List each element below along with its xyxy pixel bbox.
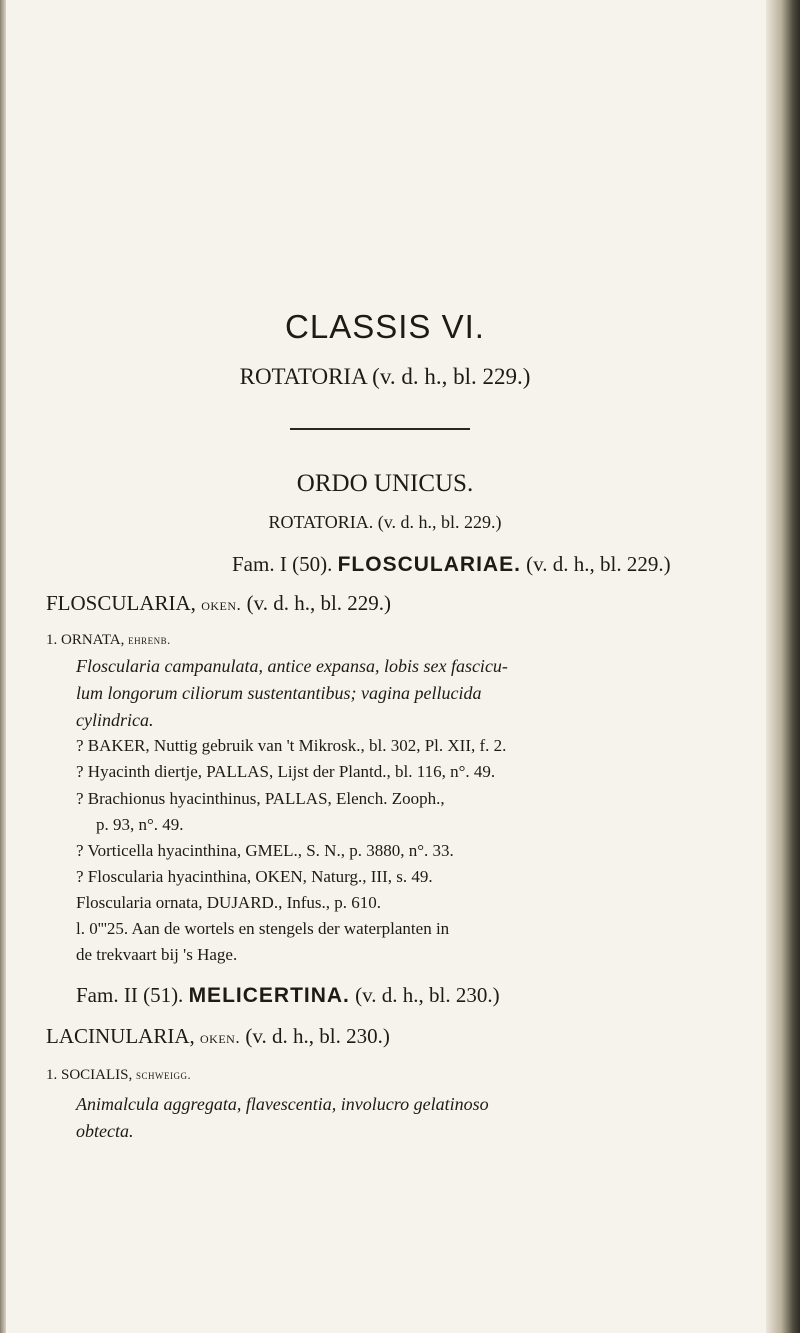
genus-1-name: FLOSCULARIA, (46, 591, 196, 615)
synonym-line: Floscularia ornata, DUJARD., Infus., p. 610. (76, 893, 382, 912)
family-2-heading (76, 983, 500, 1008)
species-2-description-line: Animalcula aggregata, flavescentia, involucro gelatinoso (76, 1094, 489, 1114)
genus-1-heading (46, 591, 391, 616)
ordo-subheading: ROTATORIA. (v. d. h., bl. 229.) (268, 512, 502, 532)
genus-1-author: oken. (201, 595, 242, 614)
genus-2-name: LACINULARIA, (46, 1024, 195, 1048)
genus-2-heading (46, 1024, 390, 1049)
species-2-heading (46, 1067, 191, 1084)
family-2-name: MELICERTINA. (188, 984, 350, 1007)
page-left-edge (0, 0, 6, 1333)
species-1-name: ORNATA, (61, 632, 125, 648)
genus-2-ref: (v. d. h., bl. 230.) (245, 1024, 390, 1048)
synonym-line: ? Brachionus hyacinthinus, PALLAS, Elench. Zooph., (76, 789, 445, 808)
size-locality-line: l. 0'''25. Aan de wortels en stengels der waterplanten in (76, 919, 450, 938)
synonym-line: ? BAKER, Nuttig gebruik van 't Mikrosk., bl. 302, Pl. XII, f. 2. (76, 736, 507, 755)
divider-rule (290, 428, 470, 430)
species-1-description-line: Floscularia campanulata, antice expansa, lobis sex fascicu- (76, 656, 508, 676)
family-1-name: FLOSCULARIAE. (337, 553, 521, 576)
family-1-prefix: Fam. I (50). (232, 552, 333, 576)
species-1-heading (46, 632, 171, 649)
species-1-author: ehrenb. (128, 633, 171, 647)
rotatoria-heading: ROTATORIA (v. d. h., bl. 229.) (239, 364, 531, 389)
size-locality-line: de trekvaart bij 's Hage. (76, 945, 238, 964)
family-1-ref: (v. d. h., bl. 229.) (526, 552, 671, 576)
family-1-heading (232, 552, 671, 577)
page-binding-edge (766, 0, 800, 1333)
species-1-number: 1. (46, 632, 58, 648)
genus-2-author: oken. (199, 1028, 241, 1047)
synonym-line: p. 93, n°. 49. (96, 815, 184, 834)
species-1-description-line: lum longorum ciliorum sustentantibus; vagina pellucida (76, 683, 482, 703)
synonym-line: ? Floscularia hyacinthina, OKEN, Naturg., III, s. 49. (76, 867, 433, 886)
synonym-line: ? Hyacinth diertje, PALLAS, Lijst der Plantd., bl. 116, n°. 49. (76, 762, 496, 781)
species-1-description-line: cylindrica. (76, 710, 154, 730)
classis-heading: CLASSIS VI. (285, 308, 485, 345)
species-2-description-line: obtecta. (76, 1121, 134, 1141)
species-2-name: SOCIALIS, (61, 1067, 133, 1083)
synonym-line: ? Vorticella hyacinthina, GMEL., S. N., p. 3880, n°. 33. (76, 841, 454, 860)
species-2-author: schweigg. (136, 1068, 192, 1082)
genus-1-ref: (v. d. h., bl. 229.) (246, 591, 392, 615)
species-2-number: 1. (46, 1067, 58, 1083)
family-2-ref: (v. d. h., bl. 230.) (355, 983, 500, 1007)
ordo-heading: ORDO UNICUS. (296, 470, 474, 497)
family-2-prefix: Fam. II (51). (76, 983, 184, 1007)
